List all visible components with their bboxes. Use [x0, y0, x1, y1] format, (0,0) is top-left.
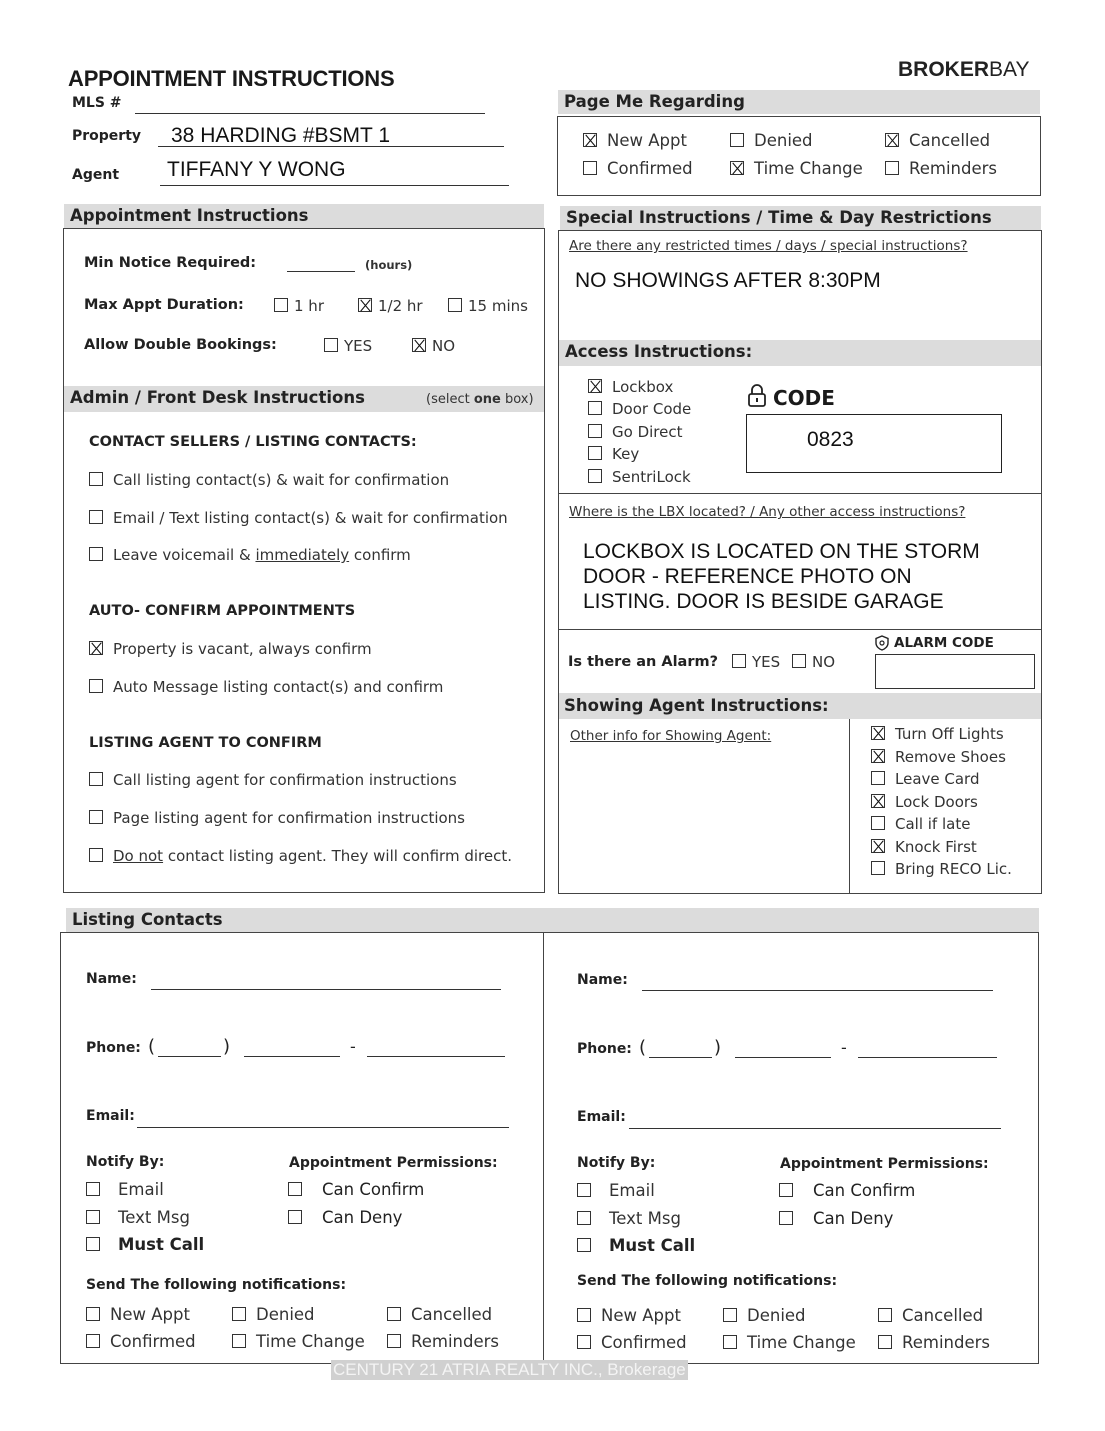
mls-field[interactable] [135, 94, 485, 114]
access-go-direct[interactable]: Go Direct [588, 423, 682, 441]
checkbox-icon[interactable] [779, 1211, 793, 1225]
page-me-reminders[interactable]: Reminders [885, 159, 997, 178]
access-key[interactable]: Key [588, 445, 639, 463]
lbx-answer-line: LOCKBOX IS LOCATED ON THE STORM [583, 540, 980, 563]
admin-do-not-contact[interactable]: Do not contact listing agent. They will confirm direct. [89, 847, 512, 865]
special-header: Special Instructions / Time & Day Restrictions [560, 206, 1041, 230]
checkbox-icon[interactable] [89, 641, 103, 655]
min-notice-unit: (hours) [365, 258, 413, 272]
contact1-notify-call[interactable]: Must Call [86, 1235, 204, 1254]
page-me-time-change[interactable]: Time Change [730, 159, 863, 178]
admin-call-listing-contact[interactable]: Call listing contact(s) & wait for confirmation [89, 471, 449, 489]
alarm-code-label: ALARM CODE [894, 635, 994, 651]
contact1-send-time-change[interactable]: Time Change [232, 1332, 365, 1351]
checkbox-icon[interactable] [871, 726, 885, 740]
divider [559, 493, 1041, 494]
agent-label: Agent [72, 167, 120, 183]
checkbox-icon[interactable] [588, 401, 602, 415]
paren-open: ( [148, 1036, 156, 1057]
checkbox-icon[interactable] [288, 1182, 302, 1196]
access-door-code[interactable]: Door Code [588, 400, 691, 418]
checkbox-icon[interactable] [86, 1182, 100, 1196]
page-me-confirmed[interactable]: Confirmed [583, 159, 693, 178]
access-header: Access Instructions: [565, 342, 753, 361]
checkbox-icon[interactable] [89, 679, 103, 693]
checkbox-icon[interactable] [577, 1238, 591, 1252]
checkbox-icon[interactable] [232, 1307, 246, 1321]
checkbox-icon[interactable] [588, 379, 602, 393]
admin-property-vacant[interactable]: Property is vacant, always confirm [89, 640, 372, 658]
checkbox-icon[interactable] [779, 1183, 793, 1197]
contact2-send-cancelled[interactable]: Cancelled [878, 1306, 983, 1325]
contact1-area-code[interactable] [158, 1041, 221, 1057]
alarm-yes[interactable]: YES [732, 653, 780, 671]
contact2-phone-prefix[interactable] [735, 1042, 831, 1058]
contact2-phone-label: Phone: [577, 1041, 632, 1057]
checkbox-icon[interactable] [412, 338, 426, 352]
access-sentrilock[interactable]: SentriLock [588, 468, 691, 486]
checkbox-icon[interactable] [288, 1210, 302, 1224]
contact1-send-label: Send The following notifications: [86, 1277, 347, 1293]
lbx-answer-line: LISTING. DOOR IS BESIDE GARAGE [583, 590, 944, 613]
contact1-email-label: Email: [86, 1108, 135, 1124]
contact2-perm-label: Appointment Permissions: [780, 1156, 989, 1172]
padlock-icon [747, 384, 767, 408]
checkbox-icon[interactable] [387, 1334, 401, 1348]
contact2-notify-text[interactable]: Text Msg [577, 1209, 681, 1228]
contact1-send-reminders[interactable]: Reminders [387, 1332, 499, 1351]
contact2-name-label: Name: [577, 972, 628, 988]
contact2-can-deny[interactable]: Can Deny [779, 1209, 893, 1228]
checkbox-icon[interactable] [358, 298, 372, 312]
page-me-cancelled[interactable]: Cancelled [885, 131, 990, 150]
access-lockbox[interactable]: Lockbox [588, 378, 673, 396]
admin-select-note: (select one box) [426, 392, 534, 407]
checkbox-icon[interactable] [274, 298, 288, 312]
special-answer[interactable]: NO SHOWINGS AFTER 8:30PM [575, 269, 881, 292]
admin-page-listing-agent[interactable]: Page listing agent for confirmation instructions [89, 809, 465, 827]
contact-sellers-heading: CONTACT SELLERS / LISTING CONTACTS: [89, 434, 417, 450]
showing-call-if-late[interactable]: Call if late [871, 815, 970, 833]
checkbox-icon[interactable] [577, 1335, 591, 1349]
admin-email-listing-contact[interactable]: Email / Text listing contact(s) & wait for confirmation [89, 509, 508, 527]
checkbox-icon[interactable] [871, 794, 885, 808]
showing-header: Showing Agent Instructions: [564, 696, 829, 715]
contact2-notify-label: Notify By: [577, 1155, 656, 1171]
alarm-question: Is there an Alarm? [568, 654, 718, 670]
contact1-perm-label: Appointment Permissions: [289, 1155, 498, 1171]
contact2-area-code[interactable] [649, 1042, 712, 1058]
checkbox-icon[interactable] [588, 446, 602, 460]
page-me-header: Page Me Regarding [558, 90, 1040, 114]
checkbox-icon[interactable] [583, 161, 597, 175]
dash: - [841, 1038, 847, 1057]
duration-1hr[interactable]: 1 hr [274, 297, 324, 315]
alarm-no[interactable]: NO [792, 653, 835, 671]
showing-bring-reco[interactable]: Bring RECO Lic. [871, 860, 1012, 878]
contact2-send-time-change[interactable]: Time Change [723, 1333, 856, 1352]
lbx-answer[interactable] [583, 539, 980, 614]
contact1-can-confirm[interactable]: Can Confirm [288, 1180, 424, 1199]
checkbox-icon[interactable] [577, 1308, 591, 1322]
property-label: Property [72, 128, 142, 144]
contact2-can-confirm[interactable]: Can Confirm [779, 1181, 915, 1200]
contact2-send-new-appt[interactable]: New Appt [577, 1306, 681, 1325]
showing-leave-card[interactable]: Leave Card [871, 770, 979, 788]
checkbox-icon[interactable] [871, 839, 885, 853]
showing-lock-doors[interactable]: Lock Doors [871, 793, 978, 811]
contact2-notify-call[interactable]: Must Call [577, 1236, 695, 1255]
checkbox-icon[interactable] [730, 133, 744, 147]
listing-agent-heading: LISTING AGENT TO CONFIRM [89, 735, 322, 751]
divider [559, 629, 1041, 630]
min-notice-label: Min Notice Required: [84, 255, 257, 271]
contact1-can-deny[interactable]: Can Deny [288, 1208, 402, 1227]
duration-half-hr[interactable]: 1/2 hr [358, 297, 423, 315]
checkbox-icon[interactable] [871, 749, 885, 763]
contact1-send-confirmed[interactable]: Confirmed [86, 1332, 196, 1351]
admin-leave-voicemail[interactable]: Leave voicemail & immediately confirm [89, 546, 411, 564]
checkbox-icon[interactable] [86, 1307, 100, 1321]
checkbox-icon[interactable] [86, 1210, 100, 1224]
paren-open: ( [639, 1037, 647, 1058]
appointment-header: Appointment Instructions [64, 204, 544, 228]
code-field[interactable] [746, 414, 1002, 473]
listing-contacts-box [60, 932, 1039, 1364]
checkbox-icon[interactable] [324, 338, 338, 352]
max-duration-label: Max Appt Duration: [84, 297, 244, 313]
page-me-box [557, 116, 1041, 196]
contact1-email-field[interactable] [137, 1110, 509, 1128]
duration-15-mins[interactable]: 15 mins [448, 297, 528, 315]
listing-contacts-header: Listing Contacts [66, 908, 1039, 932]
checkbox-icon[interactable] [732, 654, 746, 668]
contact2-email-label: Email: [577, 1109, 626, 1125]
double-booking-label: Allow Double Bookings: [84, 337, 277, 353]
contact1-phone-label: Phone: [86, 1040, 141, 1056]
mls-label: MLS # [72, 95, 122, 111]
code-label: CODE [773, 386, 835, 410]
brokerage-footer: CENTURY 21 ATRIA REALTY INC., Brokerage [333, 1360, 686, 1379]
alarm-shield-icon [875, 635, 889, 651]
checkbox-icon[interactable] [89, 510, 103, 524]
double-no[interactable]: NO [412, 337, 455, 355]
showing-turn-off-lights[interactable]: Turn Off Lights [871, 725, 1004, 743]
page-me-new-appt[interactable]: New Appt [583, 131, 687, 150]
checkbox-icon[interactable] [588, 469, 602, 483]
paren-close: ) [714, 1037, 722, 1058]
double-yes[interactable]: YES [324, 337, 372, 355]
checkbox-icon[interactable] [577, 1211, 591, 1225]
checkbox-icon[interactable] [89, 848, 103, 862]
contact1-notify-email[interactable]: Email [86, 1180, 164, 1199]
agent-value: TIFFANY Y WONG [167, 158, 346, 181]
paren-close: ) [223, 1036, 231, 1057]
auto-confirm-heading: AUTO- CONFIRM APPOINTMENTS [89, 603, 356, 619]
showing-remove-shoes[interactable]: Remove Shoes [871, 748, 1006, 766]
contact1-name-field[interactable] [151, 972, 501, 990]
form-title: APPOINTMENT INSTRUCTIONS [68, 66, 395, 91]
contact1-notify-text[interactable]: Text Msg [86, 1208, 190, 1227]
divider [849, 719, 850, 894]
brand-logo: BROKERBAY [898, 58, 1030, 81]
checkbox-icon[interactable] [89, 547, 103, 561]
contact2-send-denied[interactable]: Denied [723, 1306, 806, 1325]
lbx-answer-line: DOOR - REFERENCE PHOTO ON [583, 565, 912, 588]
checkbox-icon[interactable] [885, 133, 899, 147]
checkbox-icon[interactable] [723, 1308, 737, 1322]
admin-header: Admin / Front Desk Instructions [70, 388, 365, 407]
contact1-notify-label: Notify By: [86, 1154, 165, 1170]
showing-knock-first[interactable]: Knock First [871, 838, 977, 856]
checkbox-icon[interactable] [86, 1334, 100, 1348]
contact2-send-label: Send The following notifications: [577, 1273, 838, 1289]
checkbox-icon[interactable] [577, 1183, 591, 1197]
contact1-name-label: Name: [86, 971, 137, 987]
checkbox-icon[interactable] [871, 861, 885, 875]
contact2-send-reminders[interactable]: Reminders [878, 1333, 990, 1352]
min-notice-field[interactable] [287, 255, 355, 272]
checkbox-icon[interactable] [232, 1334, 246, 1348]
checkbox-icon[interactable] [387, 1307, 401, 1321]
code-value: 0823 [807, 428, 854, 451]
checkbox-icon[interactable] [89, 472, 103, 486]
contact1-send-cancelled[interactable]: Cancelled [387, 1305, 492, 1324]
checkbox-icon[interactable] [730, 161, 744, 175]
checkbox-icon[interactable] [871, 771, 885, 785]
checkbox-icon[interactable] [89, 772, 103, 786]
checkbox-icon[interactable] [871, 816, 885, 830]
checkbox-icon[interactable] [792, 654, 806, 668]
dash: - [350, 1037, 356, 1056]
contact1-send-new-appt[interactable]: New Appt [86, 1305, 190, 1324]
contact2-phone-line[interactable] [858, 1042, 997, 1058]
showing-other-info: Other info for Showing Agent: [570, 728, 772, 744]
checkbox-icon[interactable] [723, 1335, 737, 1349]
checkbox-icon[interactable] [86, 1237, 100, 1251]
admin-call-listing-agent[interactable]: Call listing agent for confirmation instructions [89, 771, 457, 789]
checkbox-icon[interactable] [583, 133, 597, 147]
special-question: Are there any restricted times / days / special instructions? [569, 238, 968, 254]
checkbox-icon[interactable] [448, 298, 462, 312]
contact1-phone-line[interactable] [367, 1041, 505, 1057]
checkbox-icon[interactable] [878, 1335, 892, 1349]
contact2-email-field[interactable] [629, 1111, 1001, 1129]
divider [543, 932, 544, 1364]
checkbox-icon[interactable] [885, 161, 899, 175]
admin-auto-message[interactable]: Auto Message listing contact(s) and confirm [89, 678, 443, 696]
property-value: 38 HARDING #BSMT 1 [171, 124, 391, 147]
contact2-name-field[interactable] [642, 973, 993, 991]
contact1-phone-prefix[interactable] [244, 1041, 340, 1057]
checkbox-icon[interactable] [89, 810, 103, 824]
contact1-send-denied[interactable]: Denied [232, 1305, 315, 1324]
checkbox-icon[interactable] [878, 1308, 892, 1322]
contact2-send-confirmed[interactable]: Confirmed [577, 1333, 687, 1352]
lbx-question: Where is the LBX located? / Any other access instructions? [569, 504, 966, 520]
alarm-code-field[interactable] [875, 654, 1035, 689]
page-me-denied[interactable]: Denied [730, 131, 813, 150]
contact2-notify-email[interactable]: Email [577, 1181, 655, 1200]
checkbox-icon[interactable] [588, 424, 602, 438]
